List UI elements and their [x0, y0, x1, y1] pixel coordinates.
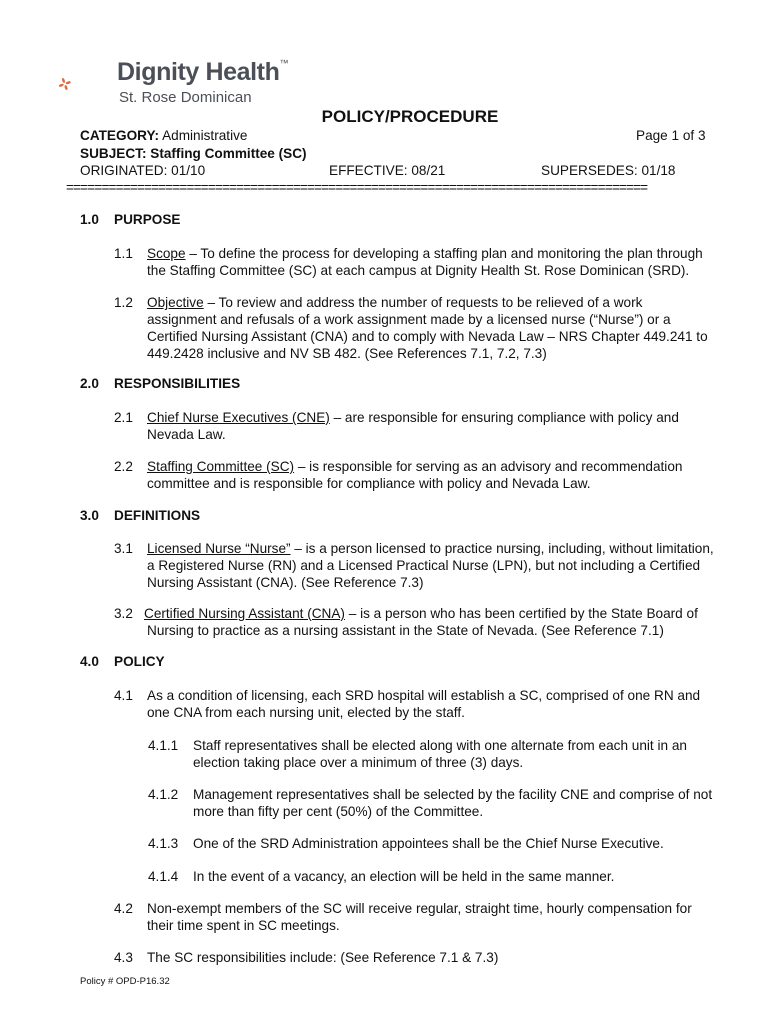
policy-number-footer: Policy # OPD-P16.32 [80, 976, 170, 987]
section-purpose-heading: 1.0 PURPOSE [80, 212, 181, 227]
supersedes-date: SUPERSEDES: 01/18 [541, 163, 676, 178]
brand-subtitle: St. Rose Dominican [119, 89, 252, 106]
category-line: CATEGORY: Administrative [80, 128, 248, 143]
document-title: POLICY/PROCEDURE [321, 107, 499, 126]
section-definitions-heading: 3.0 DEFINITIONS [80, 508, 201, 523]
dignity-health-logo-icon [58, 58, 118, 110]
page-number: Page 1 of 3 [636, 128, 706, 143]
brand-name: Dignity Health™ [117, 58, 289, 86]
section-policy-heading: 4.0 POLICY [80, 654, 165, 669]
originated-date: ORIGINATED: 01/10 [80, 163, 206, 178]
header-separator: ================================================================================== [66, 180, 648, 195]
effective-date: EFFECTIVE: 08/21 [329, 163, 446, 178]
section-responsibilities-heading: 2.0 RESPONSIBILITIES [80, 376, 241, 391]
subject-line: SUBJECT: Staffing Committee (SC) [80, 146, 307, 161]
